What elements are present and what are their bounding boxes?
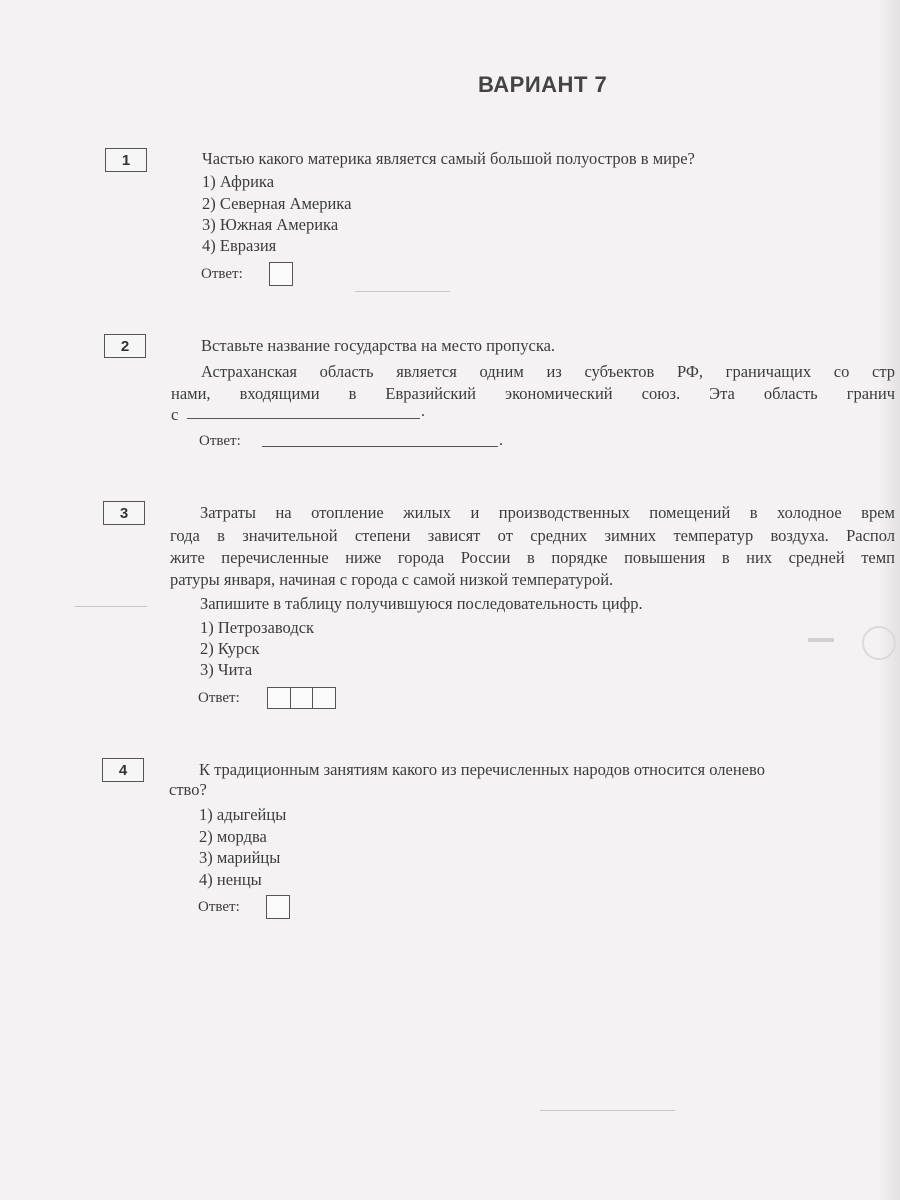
question-3-answer-cell-2[interactable]	[290, 687, 314, 709]
question-1-option-1: 1) Африка	[202, 172, 275, 191]
question-3-answer-cell-3[interactable]	[312, 687, 336, 709]
question-4-option-1: 1) адыгейцы	[199, 805, 287, 824]
question-1-number: 1	[105, 148, 147, 172]
question-2-answer-line[interactable]	[262, 446, 498, 447]
question-3-text-line-3: жите перечисленные ниже города России в порядке повышения в них средней темп	[170, 548, 895, 567]
question-3-number: 3	[103, 501, 145, 525]
question-1-option-3: 3) Южная Америка	[202, 215, 339, 234]
question-2-inline-period: .	[421, 403, 425, 420]
question-2-number: 2	[104, 334, 146, 358]
question-1-option-2: 2) Северная Америка	[202, 194, 352, 213]
question-3-text-line-2: года в значительной степени зависят от средних зимних температур воздуха. Распол	[170, 526, 895, 545]
question-3-answer-cell-1[interactable]	[267, 687, 291, 709]
show-through-mark: ▬▬	[808, 630, 834, 645]
question-4-number: 4	[102, 758, 144, 782]
question-2-paragraph-line-2: нами, входящими в Евразийский экономический союз. Эта область гранич	[171, 384, 895, 403]
question-3-text-line-1: Затраты на отопление жилых и производственных помещений в холодное врем	[200, 503, 895, 522]
print-smudge	[540, 1110, 675, 1111]
question-2-text: Вставьте название государства на место пропуска.	[201, 336, 556, 355]
question-4-answer-label: Ответ:	[198, 899, 240, 915]
question-2-inline-blank	[187, 418, 420, 419]
show-through-circle	[862, 626, 896, 660]
print-smudge	[75, 606, 147, 607]
question-3-option-3: 3) Чита	[200, 660, 253, 679]
page-title: ВАРИАНТ 7	[478, 72, 608, 97]
question-1-answer-label: Ответ:	[201, 266, 243, 282]
question-1-answer-box[interactable]	[269, 262, 293, 286]
question-3-answer-label: Ответ:	[198, 690, 240, 706]
question-3-instruction: Запишите в таблицу получившуюся последовательность цифр.	[200, 594, 643, 613]
question-1-text: Частью какого материка является самый большой полуостров в мире?	[202, 149, 695, 168]
question-4-option-4: 4) ненцы	[199, 870, 262, 889]
question-4-answer-box[interactable]	[266, 895, 290, 919]
question-2-answer-period: .	[499, 432, 503, 449]
question-4-option-2: 2) мордва	[199, 827, 267, 846]
page-edge-shadow	[878, 0, 900, 1200]
question-4-option-3: 3) марийцы	[199, 848, 281, 867]
question-2-paragraph-line-1: Астраханская область является одним из субъектов РФ, граничащих со стр	[201, 362, 895, 381]
question-3-option-2: 2) Курск	[200, 639, 260, 658]
question-3-option-1: 1) Петрозаводск	[200, 618, 315, 637]
question-2-paragraph-line-3: с	[171, 405, 179, 424]
question-3-answer-table	[267, 687, 335, 709]
question-1-option-4: 4) Евразия	[202, 236, 277, 255]
question-4-text-line-2: ство?	[169, 780, 207, 799]
question-4-text-line-1: К традиционным занятиям какого из перечисленных народов относится оленево	[199, 760, 765, 779]
question-2-answer-label: Ответ:	[199, 433, 241, 449]
question-3-text-line-4: ратуры января, начиная с города с самой низкой температурой.	[170, 570, 614, 589]
print-smudge	[355, 291, 450, 292]
